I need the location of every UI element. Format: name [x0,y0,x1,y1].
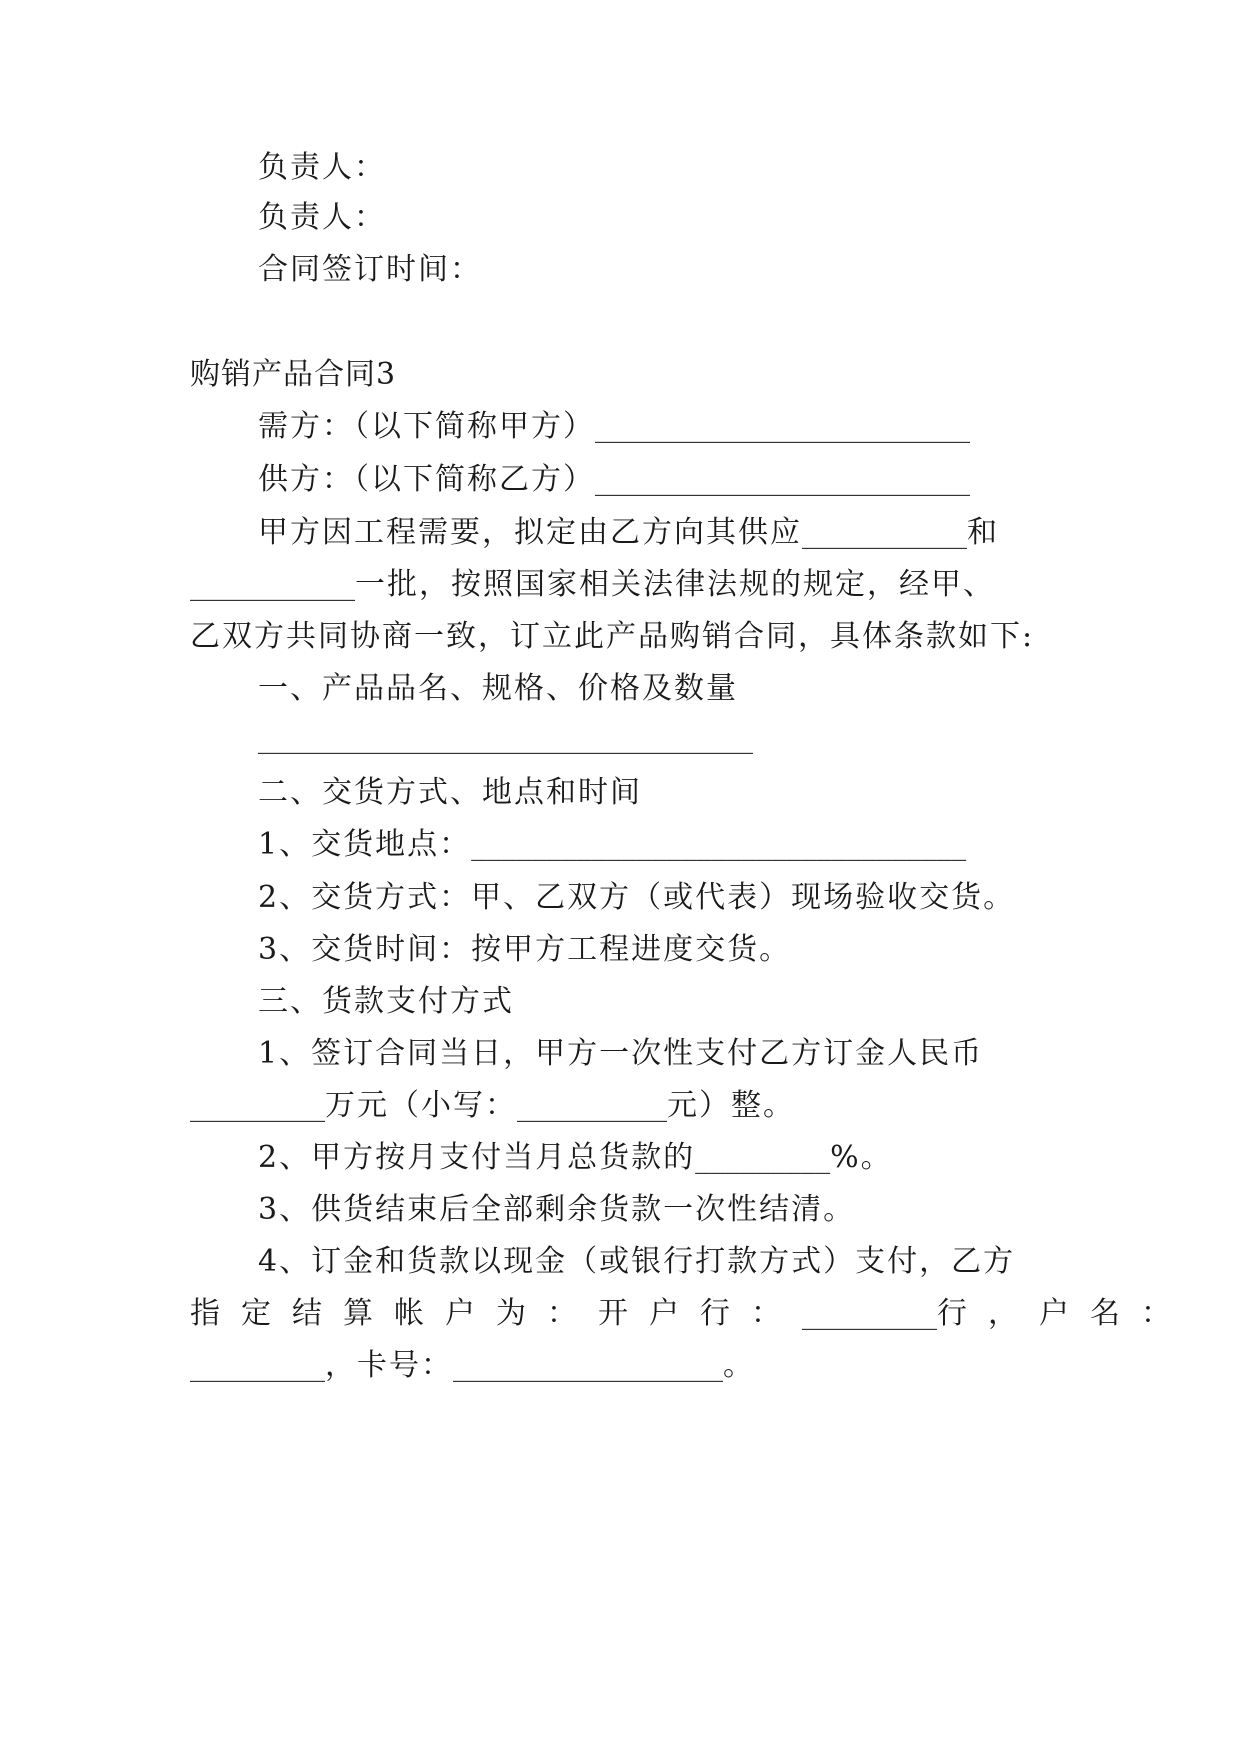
section3-heading: 三、货款支付方式 [258,984,514,1019]
card-line-end: 。 [723,1348,755,1383]
deposit-lowercase-blank: __________ [517,1088,667,1123]
intro-text-2: 一批，按照国家相关法律法规的规定，经甲、 [355,567,995,602]
account-bank-blank: _________ [802,1296,937,1331]
intro-line-1 [258,513,999,553]
intro-blank-1: ___________ [802,515,967,550]
card-number-label: ，卡号： [325,1348,453,1383]
intro-blank-2: ___________ [190,567,355,602]
section1-heading: 一、产品品名、规格、价格及数量 [258,671,738,706]
intro-line-2 [190,565,995,605]
deposit-yuan-text: 元）整。 [667,1088,795,1123]
account-bank-label: 指定结算帐户为：开户行： [190,1296,802,1331]
signing-date-line: 合同签订时间： [258,252,482,287]
buyer-line [258,407,970,447]
responsible-person-line-2: 负责人： [258,200,386,235]
contract-title: 购销产品合同3 [190,357,397,392]
payment-item4-line: 4、订金和货款以现金（或银行打款方式）支付，乙方 [258,1244,1016,1279]
delivery-location-blank: _________________________________ [471,827,967,862]
intro-line-3: 乙双方共同协商一致，订立此产品购销合同，具体条款如下: [190,619,1035,654]
deposit-wan-text: 万元（小写： [325,1088,517,1123]
supplier-line [258,460,970,500]
buyer-blank: _________________________ [595,409,970,444]
monthly-payment-text: 2、甲方按月支付当月总货款的 [258,1140,696,1175]
section2-heading: 二、交货方式、地点和时间 [258,775,642,810]
percent-sign: %。 [830,1140,893,1175]
monthly-percent-blank: _________ [695,1140,831,1175]
payment-item1-continuation [190,1086,795,1126]
delivery-method-line: 2、交货方式：甲、乙双方（或代表）现场验收交货。 [258,880,1016,915]
intro-text-1: 甲方因工程需要，拟定由乙方向其供应 [258,515,802,550]
payment-item4-account-line [190,1294,1192,1334]
section1-blank: _________________________________ [258,720,753,755]
deposit-wan-blank: _________ [190,1088,325,1123]
card-number-blank: __________________ [453,1348,723,1383]
delivery-location-line [258,825,966,865]
buyer-label: 需方：（以下简称甲方） [258,409,595,444]
payment-item2-line [258,1138,893,1178]
account-name-label: 行，户名： [937,1296,1192,1331]
payment-item1-line: 1、签订合同当日，甲方一次性支付乙方订金人民币 [258,1036,984,1071]
account-name-blank: _________ [190,1348,325,1383]
payment-item4-card-line [190,1346,755,1386]
delivery-time-line: 3、交货时间：按甲方工程进度交货。 [258,932,792,967]
responsible-person-line-1: 负责人： [258,150,386,185]
delivery-location-label: 1、交货地点： [258,827,472,862]
intro-and: 和 [967,515,999,550]
supplier-blank: _________________________ [595,462,970,497]
supplier-label: 供方：（以下简称乙方） [258,462,595,497]
payment-item3-line: 3、供货结束后全部剩余货款一次性结清。 [258,1192,856,1227]
